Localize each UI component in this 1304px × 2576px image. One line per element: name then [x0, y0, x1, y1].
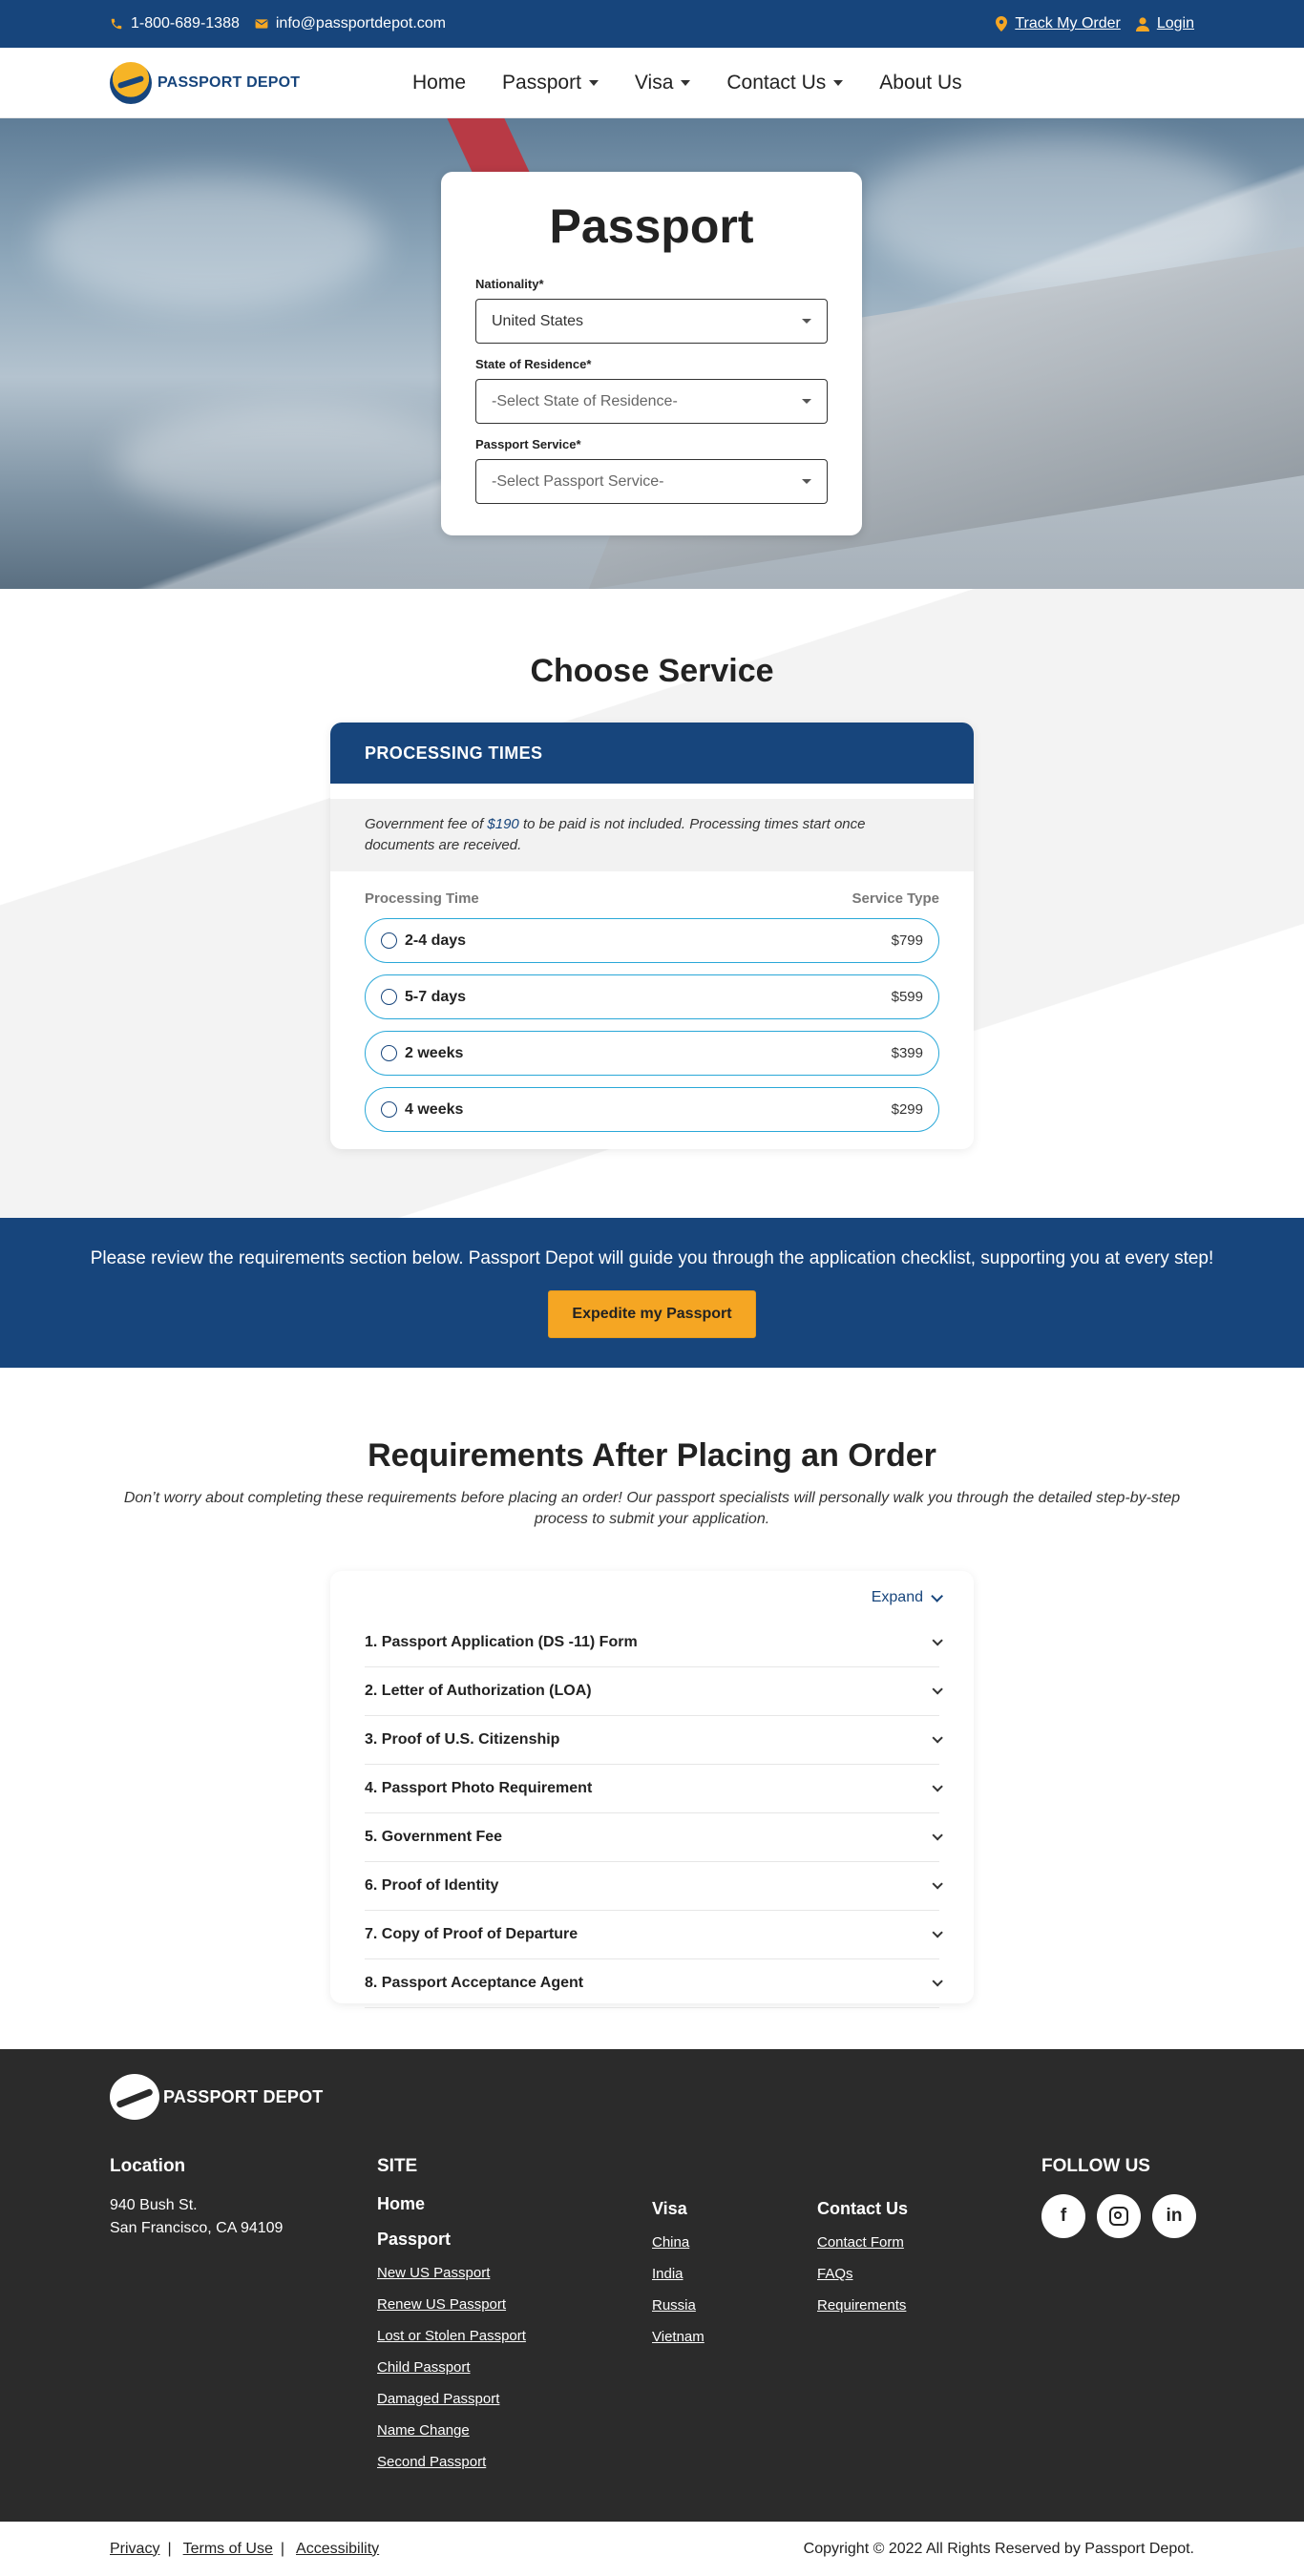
chevron-down-icon	[931, 1590, 943, 1602]
login-link[interactable]: Login	[1156, 15, 1194, 31]
bottom-bar	[0, 2522, 1304, 2576]
footer-contact	[817, 2199, 908, 2329]
chevron-down-icon	[932, 1878, 942, 1889]
instagram-icon[interactable]	[1097, 2194, 1141, 2238]
address-line: 940 Bush St.	[110, 2197, 198, 2213]
requirements-subtitle: Don’t worry about completing these requirements before placing an order! Our passport specialists will personally walk you through the detailed step-by-step process to submit your application.	[123, 1490, 1181, 1527]
state-label: State of Residence*	[475, 357, 592, 371]
footer-link[interactable]: Requirements	[817, 2297, 907, 2314]
nav-item-home[interactable]	[412, 72, 466, 94]
chevron-down-icon	[932, 1976, 942, 1986]
chevron-down-icon	[932, 1830, 942, 1840]
footer-link[interactable]: New US Passport	[377, 2265, 491, 2281]
radio-icon[interactable]	[381, 1101, 397, 1118]
site-footer	[0, 2049, 1304, 2522]
accordion-item-label: 4. Passport Photo Requirement	[365, 1780, 593, 1796]
choose-service-section	[0, 589, 1304, 1218]
accordion-item-label: 2. Letter of Authorization (LOA)	[365, 1683, 592, 1699]
nav-label: Contact Us	[726, 71, 827, 94]
separator: |	[167, 2540, 172, 2557]
footer-logo[interactable]	[110, 2074, 324, 2120]
option-2-weeks[interactable]	[365, 1031, 939, 1076]
footer-brand-name: PASSPORT DEPOT	[163, 2086, 324, 2106]
accordion-item-label: 7. Copy of Proof of Departure	[365, 1926, 578, 1942]
footer-visa	[652, 2199, 705, 2360]
nav-label: Passport	[502, 71, 581, 94]
chevron-down-icon	[932, 1732, 942, 1743]
hero-title: Passport	[549, 199, 754, 253]
phone-icon	[110, 17, 123, 31]
option-4-weeks[interactable]	[365, 1087, 939, 1132]
footer-link[interactable]: Contact Form	[817, 2234, 904, 2251]
column-service-type: Service Type	[852, 890, 939, 907]
chevron-down-icon	[932, 1781, 942, 1791]
radio-icon[interactable]	[381, 932, 397, 949]
nav-label: Home	[412, 71, 467, 94]
accordion-item[interactable]	[365, 1667, 939, 1716]
email-contact[interactable]	[255, 15, 446, 32]
nationality-label: Nationality*	[475, 277, 544, 291]
phone-number: 1-800-689-1388	[131, 15, 240, 31]
accordion-item[interactable]	[365, 1862, 939, 1911]
address-line: San Francisco, CA 94109	[110, 2220, 284, 2236]
separator: |	[280, 2540, 285, 2557]
option-5-7-days[interactable]	[365, 974, 939, 1019]
requirements-title: Requirements After Placing an Order	[368, 1437, 936, 1474]
option-price: $599	[891, 989, 923, 1005]
accordion-item[interactable]	[365, 1619, 939, 1667]
state-value: -Select State of Residence-	[492, 392, 678, 409]
accordion-item-label: 5. Government Fee	[365, 1829, 503, 1845]
requirements-section	[0, 1368, 1304, 2049]
footer-contact-title[interactable]: Contact Us	[817, 2199, 909, 2218]
state-select[interactable]	[475, 379, 828, 424]
hero-section	[0, 118, 1304, 589]
accordion-item[interactable]	[365, 1813, 939, 1862]
copyright-text: Copyright © 2022 All Rights Reserved by Passport Depot.	[803, 2540, 1194, 2557]
nationality-select[interactable]	[475, 299, 828, 344]
note-text: to be paid is not included. Processing times start once documents are received.	[365, 816, 866, 853]
accordion-item-label: 8. Passport Acceptance Agent	[365, 1975, 584, 1991]
user-icon	[1136, 17, 1149, 31]
option-price: $399	[891, 1045, 923, 1061]
envelope-icon	[255, 18, 268, 30]
option-price: $299	[891, 1101, 923, 1118]
caret-down-icon	[802, 319, 811, 324]
map-pin-icon	[996, 16, 1007, 31]
option-2-4-days[interactable]	[365, 918, 939, 963]
chevron-down-icon	[932, 1927, 942, 1937]
main-navigation	[0, 48, 1304, 118]
footer-link[interactable]: India	[652, 2266, 684, 2282]
footer-link[interactable]: Renew US Passport	[377, 2296, 507, 2313]
radio-icon[interactable]	[381, 989, 397, 1005]
terms-link[interactable]: Terms of Use	[182, 2540, 273, 2557]
footer-link[interactable]: Name Change	[377, 2422, 470, 2439]
chevron-down-icon	[932, 1635, 942, 1645]
service-value: -Select Passport Service-	[492, 472, 664, 490]
option-price: $799	[891, 932, 923, 949]
requirements-accordion	[330, 1571, 974, 2003]
nav-label: Visa	[634, 71, 674, 94]
government-fee-note	[330, 799, 974, 871]
accordion-item[interactable]	[365, 1716, 939, 1765]
footer-passport-title[interactable]: Passport	[377, 2230, 452, 2249]
caret-down-icon	[681, 80, 690, 86]
caret-down-icon	[802, 399, 811, 404]
footer-link[interactable]: Damaged Passport	[377, 2391, 500, 2407]
footer-location	[110, 2156, 283, 2240]
radio-icon[interactable]	[381, 1045, 397, 1061]
linkedin-icon[interactable]: in	[1152, 2194, 1196, 2238]
nav-item-contact[interactable]	[726, 72, 843, 94]
hero-cloud	[115, 405, 477, 519]
accordion-item-label: 3. Proof of U.S. Citizenship	[365, 1731, 560, 1748]
expand-all-button[interactable]	[365, 1571, 939, 1619]
top-bar	[0, 0, 1304, 48]
processing-times-card	[330, 723, 974, 1149]
footer-site	[377, 2156, 526, 2485]
caret-down-icon	[589, 80, 599, 86]
nav-item-about[interactable]	[879, 72, 961, 94]
accordion-item[interactable]	[365, 1959, 939, 2008]
passport-search-card	[441, 172, 862, 535]
location-title: Location	[110, 2156, 186, 2176]
nav-label: About Us	[879, 71, 962, 94]
accordion-item-label: 6. Proof of Identity	[365, 1877, 499, 1894]
accordion-item[interactable]	[365, 1911, 939, 1959]
option-time: 5-7 days	[405, 988, 467, 1005]
facebook-icon[interactable]: f	[1041, 2194, 1085, 2238]
caret-down-icon	[802, 479, 811, 484]
hero-cloud	[38, 176, 382, 309]
footer-link[interactable]: FAQs	[817, 2266, 853, 2282]
column-processing-time: Processing Time	[365, 890, 479, 907]
footer-link[interactable]: China	[652, 2234, 690, 2251]
fee-amount: $190	[487, 816, 519, 832]
airplane-logo-icon	[110, 2074, 159, 2120]
phone-contact[interactable]	[110, 15, 240, 32]
service-select[interactable]	[475, 459, 828, 504]
expedite-banner	[0, 1218, 1304, 1368]
footer-link[interactable]: Child Passport	[377, 2359, 471, 2376]
site-logo[interactable]	[110, 62, 300, 104]
footer-link[interactable]: Russia	[652, 2297, 696, 2314]
follow-title: FOLLOW US	[1041, 2156, 1150, 2176]
note-text: Government fee of	[365, 816, 488, 832]
accordion-item[interactable]	[365, 1765, 939, 1813]
site-title: SITE	[377, 2156, 418, 2176]
chevron-down-icon	[932, 1684, 942, 1694]
section-title: Choose Service	[530, 653, 774, 689]
brand-name: PASSPORT DEPOT	[158, 73, 301, 91]
footer-visa-title[interactable]: Visa	[652, 2199, 687, 2218]
card-header: PROCESSING TIMES	[330, 723, 974, 784]
expand-label: Expand	[871, 1589, 923, 1605]
accessibility-link[interactable]: Accessibility	[296, 2540, 380, 2557]
nav-item-passport[interactable]	[502, 72, 599, 94]
footer-home-link[interactable]: Home	[377, 2194, 426, 2213]
service-label: Passport Service*	[475, 437, 581, 451]
caret-down-icon	[833, 80, 843, 86]
option-time: 4 weeks	[405, 1100, 464, 1118]
nationality-value: United States	[492, 312, 584, 329]
footer-link[interactable]: Second Passport	[377, 2454, 487, 2470]
footer-link[interactable]: Vietnam	[652, 2329, 705, 2345]
nav-item-visa[interactable]	[635, 72, 690, 94]
airplane-logo-icon	[110, 62, 152, 104]
expedite-button[interactable]: Expedite my Passport	[548, 1290, 755, 1338]
accordion-item-label: 1. Passport Application (DS -11) Form	[365, 1634, 638, 1650]
privacy-link[interactable]: Privacy	[110, 2540, 160, 2557]
email-address: info@passportdepot.com	[275, 15, 446, 31]
option-time: 2-4 days	[405, 932, 467, 949]
footer-follow	[1041, 2156, 1196, 2238]
banner-text: Please review the requirements section below. Passport Depot will guide you through the application checklist, supporting you at every step!	[90, 1248, 1214, 1268]
footer-link[interactable]: Lost or Stolen Passport	[377, 2328, 526, 2344]
option-time: 2 weeks	[405, 1044, 464, 1061]
track-order-link[interactable]: Track My Order	[1015, 15, 1121, 31]
